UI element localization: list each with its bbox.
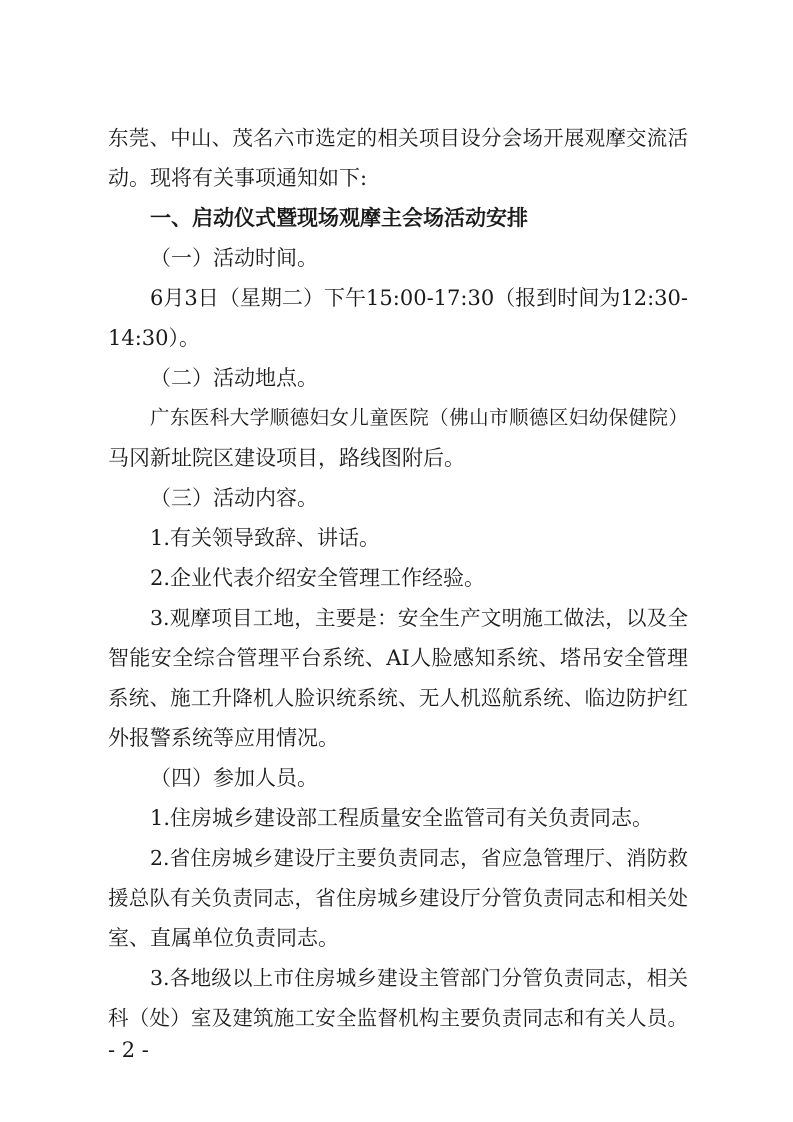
subsection-heading: （三）活动内容。	[150, 486, 318, 510]
body-line: 室、直属单位负责同志。	[108, 926, 339, 950]
subsection-heading: （二）活动地点。	[150, 366, 318, 390]
body-line: 系统、施工升降机人脸识统系统、无人机巡航系统、临边防护红	[108, 686, 688, 710]
page-number: - 2 -	[108, 1038, 149, 1062]
body-line: 动。现将有关事项通知如下:	[108, 166, 368, 190]
body-line: 援总队有关负责同志，省住房城乡建设厅分管负责同志和相关处	[108, 886, 688, 910]
list-item: 3.观摩项目工地，主要是：安全生产文明施工做法，以及全	[150, 606, 688, 630]
subsection-heading: （四）参加人员。	[150, 766, 318, 790]
body-line: 马冈新址院区建设项目，路线图附后。	[108, 446, 465, 470]
list-item: 3.各地级以上市住房城乡建设主管部门分管负责同志，相关	[150, 966, 688, 990]
body-line: 智能安全综合管理平台系统、AI人脸感知系统、塔吊安全管理	[108, 646, 688, 670]
body-line: 14:30）。	[108, 326, 201, 350]
list-item: 2.省住房城乡建设厅主要负责同志，省应急管理厅、消防救	[150, 846, 688, 870]
body-line: 东莞、中山、茂名六市选定的相关项目设分会场开展观摩交流活	[108, 126, 688, 150]
body-line: 6月3日（星期二）下午15:00-17:30（报到时间为12:30-	[150, 286, 688, 310]
list-item: 1.有关领导致辞、讲话。	[150, 526, 381, 550]
body-line: 外报警系统等应用情况。	[108, 726, 339, 750]
body-line: 科（处）室及建筑施工安全监督机构主要负责同志和有关人员。	[108, 1006, 688, 1030]
subsection-heading: （一）活动时间。	[150, 246, 318, 270]
section-heading: 一、启动仪式暨现场观摩主会场活动安排	[150, 206, 528, 230]
list-item: 1.住房城乡建设部工程质量安全监管司有关负责同志。	[150, 806, 654, 830]
list-item: 2.企业代表介绍安全管理工作经验。	[150, 566, 486, 590]
body-line: 广东医科大学顺德妇女儿童医院（佛山市顺德区妇幼保健院）	[150, 406, 688, 429]
